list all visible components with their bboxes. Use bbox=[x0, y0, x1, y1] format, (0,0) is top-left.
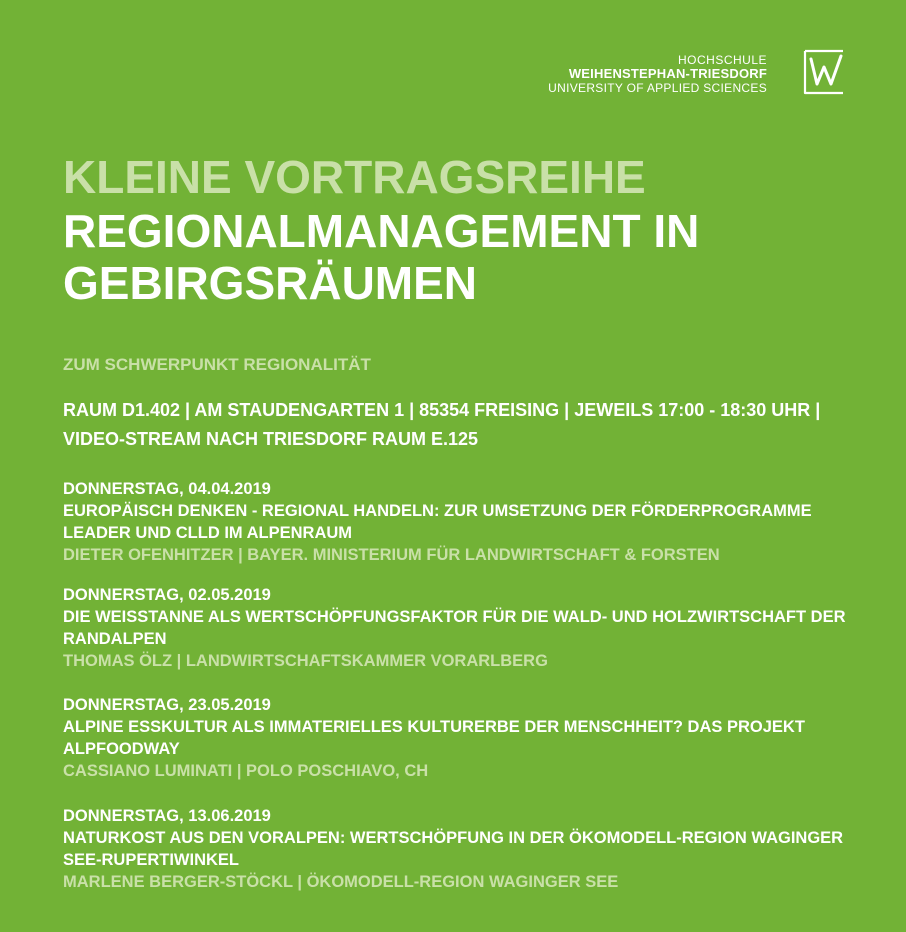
event-date: DONNERSTAG, 23.05.2019 bbox=[63, 696, 271, 714]
event-date: DONNERSTAG, 04.04.2019 bbox=[63, 480, 271, 498]
event-speaker: DIETER OFENHITZER | BAYER. MINISTERIUM FÜR LANDWIRTSCHAFT & FORSTEN bbox=[63, 546, 720, 564]
event-title: ALPINE ESSKULTUR ALS IMMATERIELLES KULTURERBE DER MENSCHHEIT? DAS PROJEKT ALPFOODWAY bbox=[63, 718, 805, 758]
logo-text bbox=[548, 53, 767, 95]
logo-line-name: WEIHENSTEPHAN-TRIESDORF bbox=[568, 66, 767, 81]
hswt-w-logo-icon bbox=[800, 47, 848, 95]
logo-line-subtitle: UNIVERSITY OF APPLIED SCIENCES bbox=[548, 81, 767, 95]
event-title: EUROPÄISCH DENKEN - REGIONAL HANDELN: ZUR UMSETZUNG DER FÖRDERPROGRAMME LEADER UND CLLD IM ALPENRAUM bbox=[63, 502, 812, 542]
logo-line-hochschule: HOCHSCHULE bbox=[677, 53, 767, 67]
series-title: KLEINE VORTRAGSREIHE bbox=[63, 151, 646, 203]
series-topic-title: REGIONALMANAGEMENT IN GEBIRGSRÄUMEN bbox=[63, 205, 700, 309]
event-speaker: CASSIANO LUMINATI | POLO POSCHIAVO, CH bbox=[63, 762, 429, 780]
event-item bbox=[63, 694, 863, 782]
university-logo bbox=[540, 45, 860, 100]
event-date: DONNERSTAG, 13.06.2019 bbox=[63, 807, 271, 825]
event-speaker: THOMAS ÖLZ | LANDWIRTSCHAFTSKAMMER VORARLBERG bbox=[63, 652, 548, 670]
event-item bbox=[63, 478, 863, 566]
event-title: DIE WEISSTANNE ALS WERTSCHÖPFUNGSFAKTOR FÜR DIE WALD- UND HOLZWIRTSCHAFT DER RANDALPEN bbox=[63, 608, 846, 648]
event-date: DONNERSTAG, 02.05.2019 bbox=[63, 586, 271, 604]
venue-info: RAUM D1.402 | AM STAUDENGARTEN 1 | 85354 FREISING | JEWEILS 17:00 - 18:30 UHR | VIDEO-STREAM NACH TRIESDORF RAUM E.125 bbox=[63, 400, 821, 449]
event-title: NATURKOST AUS DEN VORALPEN: WERTSCHÖPFUNG IN DER ÖKOMODELL-REGION WAGINGER SEE-RUPERTIWINKEL bbox=[63, 829, 844, 869]
focus-subtitle: ZUM SCHWERPUNKT REGIONALITÄT bbox=[63, 355, 371, 374]
event-item bbox=[63, 584, 863, 672]
event-item bbox=[63, 805, 863, 893]
event-speaker: MARLENE BERGER-STÖCKL | ÖKOMODELL-REGION WAGINGER SEE bbox=[63, 873, 619, 891]
